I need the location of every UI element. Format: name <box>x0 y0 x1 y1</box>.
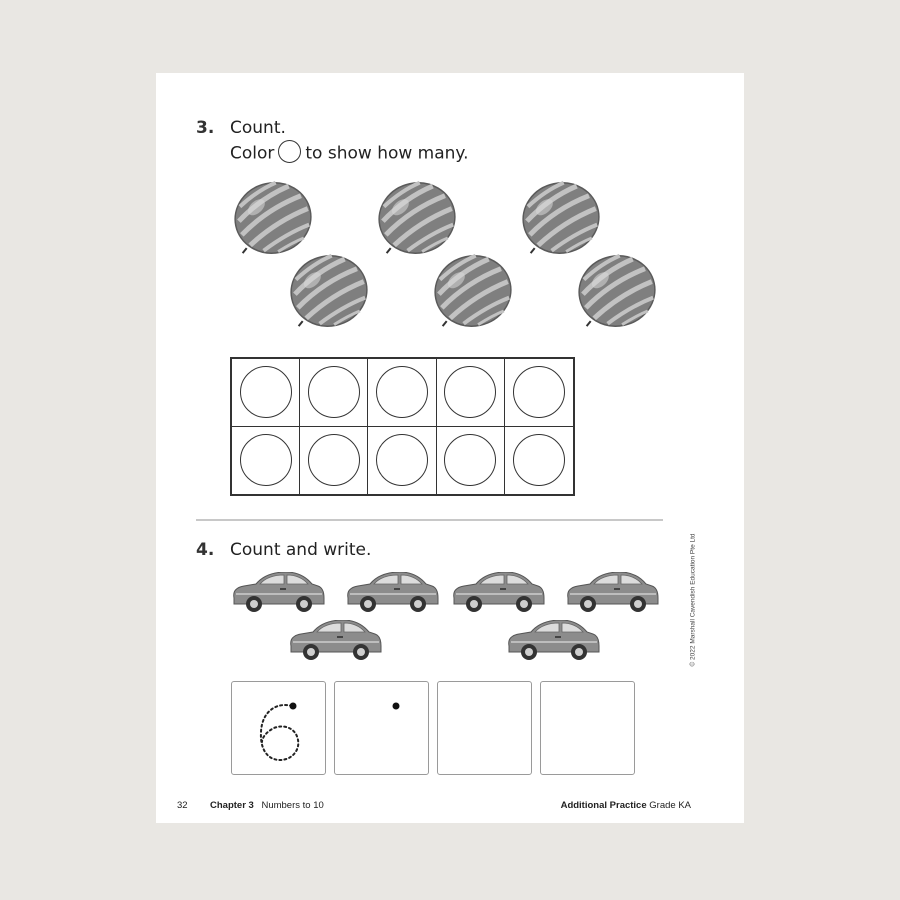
ten-frame-cell <box>505 359 573 427</box>
watermelon-1 <box>233 180 313 256</box>
answer-box-traced <box>231 681 326 775</box>
ten-frame-cell <box>232 359 300 427</box>
ten-frame-cell <box>368 359 436 427</box>
answer-box-write[interactable] <box>437 681 532 775</box>
copyright-notice: © 2022 Marshall Cavendish Education Pte Ltd <box>689 533 697 667</box>
watermelon-5 <box>433 253 513 329</box>
ten-frame-cell <box>232 427 300 495</box>
color-circle[interactable] <box>240 434 292 486</box>
car-5 <box>287 620 385 662</box>
watermelon-3 <box>521 180 601 256</box>
car-1 <box>230 572 328 614</box>
question-4-number: 4. <box>196 540 215 560</box>
car-4 <box>564 572 662 614</box>
car-2 <box>344 572 442 614</box>
answer-box-write[interactable] <box>334 681 429 775</box>
footer-grade: Grade KA <box>649 800 691 811</box>
answer-box-write[interactable] <box>540 681 635 775</box>
instruction-color-label: Color <box>230 143 275 164</box>
circle-icon <box>278 140 301 163</box>
instruction-how-many-label: to show how many. <box>305 143 469 164</box>
traced-digit-6 <box>232 682 327 776</box>
ten-frame-cell <box>368 427 436 495</box>
color-circle[interactable] <box>376 434 428 486</box>
color-circle[interactable] <box>513 434 565 486</box>
color-circle[interactable] <box>444 434 496 486</box>
car-3 <box>450 572 548 614</box>
section-divider <box>196 519 663 521</box>
color-circle[interactable] <box>308 366 360 418</box>
ten-frame-cell <box>300 427 368 495</box>
watermelon-4 <box>289 253 369 329</box>
footer-chapter-title: Numbers to 10 <box>261 800 324 811</box>
footer-chapter-label: Chapter 3 <box>210 800 254 811</box>
ten-frame-cell <box>505 427 573 495</box>
footer-book <box>561 800 691 811</box>
color-circle[interactable] <box>444 366 496 418</box>
footer-page-number: 32 <box>177 800 188 811</box>
question-4-instruction: Count and write. <box>230 540 372 560</box>
start-dot <box>335 682 430 776</box>
footer-book-title: Additional Practice <box>560 800 647 811</box>
color-circle[interactable] <box>308 434 360 486</box>
car-6 <box>505 620 603 662</box>
ten-frame-cell <box>437 427 505 495</box>
question-3-number: 3. <box>196 118 215 138</box>
footer-chapter <box>210 800 324 811</box>
color-circle[interactable] <box>513 366 565 418</box>
ten-frame-cell <box>437 359 505 427</box>
question-3-instruction-line2 <box>230 142 468 165</box>
color-circle[interactable] <box>376 366 428 418</box>
watermelon-2 <box>377 180 457 256</box>
ten-frame <box>230 357 575 496</box>
color-circle[interactable] <box>240 366 292 418</box>
ten-frame-cell <box>300 359 368 427</box>
watermelon-6 <box>577 253 657 329</box>
question-3-instruction-line1: Count. <box>230 118 286 138</box>
